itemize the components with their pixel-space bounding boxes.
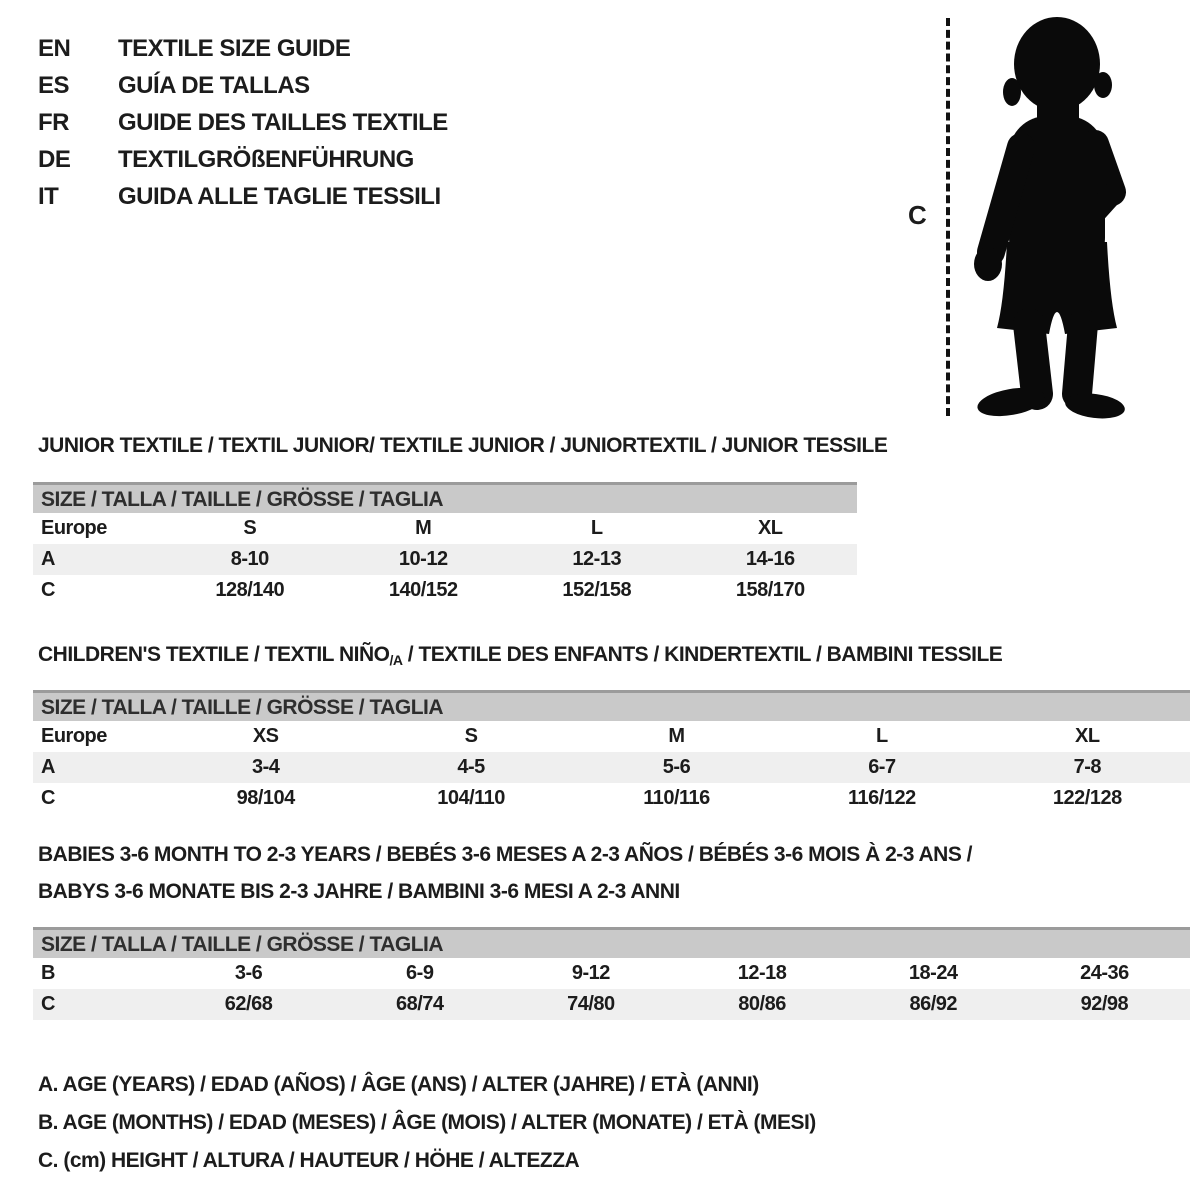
height-figure <box>900 0 1200 430</box>
babies-section-title-line2: BABYS 3-6 MONATE BIS 2-3 JAHRE / BAMBINI 3-6 MESI A 2-3 ANNI <box>38 880 680 903</box>
toddler-silhouette-icon <box>955 12 1155 422</box>
size-cell: 110/116 <box>643 787 710 809</box>
table-row <box>33 783 1190 814</box>
language-row-it <box>38 178 448 215</box>
row-label: C <box>41 993 55 1015</box>
row-label: Europe <box>41 725 107 747</box>
size-cell: 6-7 <box>868 756 896 778</box>
babies-section-title-line1: BABIES 3-6 MONTH TO 2-3 YEARS / BEBÉS 3-6 MESES A 2-3 AÑOS / BÉBÉS 3-6 MOIS À 2-3 ANS / <box>38 843 973 866</box>
size-cell: L <box>590 517 603 539</box>
size-cell: 3-6 <box>234 962 263 984</box>
language-title: GUIDA ALLE TAGLIE TESSILI <box>118 182 441 210</box>
size-cell: 12-13 <box>572 548 622 570</box>
size-cell: 12-18 <box>737 962 787 984</box>
table-row <box>33 544 857 575</box>
language-code: EN <box>38 34 71 62</box>
children-title-rest: / TEXTILE DES ENFANTS / KINDERTEXTIL / BAMBINI TESSILE <box>402 643 1003 666</box>
size-cell: 74/80 <box>567 993 615 1015</box>
language-code: FR <box>38 108 69 136</box>
size-cell: 6-9 <box>406 962 434 984</box>
language-row-fr <box>38 104 448 141</box>
babies-size-table <box>33 927 1190 1020</box>
size-cell: S <box>243 517 257 539</box>
table-row <box>33 958 1190 989</box>
size-cell: 14-16 <box>745 548 795 570</box>
size-cell: 18-24 <box>908 962 958 984</box>
footnotes <box>38 1066 816 1180</box>
size-cell: 116/122 <box>848 787 916 809</box>
language-title: TEXTILE SIZE GUIDE <box>118 34 351 62</box>
size-cell: 4-5 <box>457 756 485 778</box>
size-cell: 122/128 <box>1052 787 1122 809</box>
language-title: GUIDE DES TAILLES TEXTILE <box>118 108 448 136</box>
size-cell: 140/152 <box>388 579 458 601</box>
size-cell: 24-36 <box>1080 962 1129 984</box>
language-list <box>38 30 448 215</box>
size-cell: 104/110 <box>437 787 505 809</box>
language-title: TEXTILGRÖßENFÜHRUNG <box>118 145 414 173</box>
size-cell: L <box>876 725 888 747</box>
size-cell: 152/158 <box>562 579 632 601</box>
language-code: IT <box>38 182 59 210</box>
table-row <box>33 752 1190 783</box>
row-label: A <box>41 756 55 778</box>
junior-size-header-bar: SIZE / TALLA / TAILLE / GRÖSSE / TAGLIA <box>33 482 857 513</box>
size-cell: XS <box>252 725 279 747</box>
footnote-b: B. AGE (MONTHS) / EDAD (MESES) / ÂGE (MOIS) / ALTER (MONATE) / ETÀ (MESI) <box>38 1111 816 1134</box>
language-row-en <box>38 30 448 67</box>
children-size-header-bar: SIZE / TALLA / TAILLE / GRÖSSE / TAGLIA <box>33 690 1190 721</box>
language-code: DE <box>38 145 71 173</box>
size-cell: M <box>415 517 432 539</box>
size-cell: 7-8 <box>1073 756 1101 778</box>
height-dashed-line <box>946 18 950 416</box>
size-cell: 128/140 <box>215 579 285 601</box>
junior-size-table <box>33 482 857 606</box>
language-title: GUÍA DE TALLAS <box>118 71 310 99</box>
size-cell: 80/86 <box>738 993 786 1015</box>
size-cell: XL <box>757 517 783 539</box>
row-label: C <box>41 787 55 809</box>
row-label: Europe <box>41 517 107 539</box>
babies-size-header-bar: SIZE / TALLA / TAILLE / GRÖSSE / TAGLIA <box>33 927 1190 958</box>
size-cell: 10-12 <box>398 548 448 570</box>
size-cell: 68/74 <box>395 993 444 1015</box>
measure-c-label: C <box>908 200 927 230</box>
table-row <box>33 575 857 606</box>
size-cell: 158/170 <box>735 579 805 601</box>
language-row-es <box>38 67 448 104</box>
size-cell: 9-12 <box>571 962 610 984</box>
size-cell: 98/104 <box>236 787 295 809</box>
footnote-a: A. AGE (YEARS) / EDAD (AÑOS) / ÂGE (ANS) / ALTER (JAHRE) / ETÀ (ANNI) <box>38 1073 759 1096</box>
table-row <box>33 989 1190 1020</box>
row-label: C <box>41 579 55 601</box>
children-size-table <box>33 690 1190 814</box>
size-cell: M <box>668 725 685 747</box>
children-title-main: CHILDREN'S TEXTILE / TEXTIL NIÑO <box>38 643 390 666</box>
footnote-c: C. (cm) HEIGHT / ALTURA / HAUTEUR / HÖHE / ALTEZZA <box>38 1149 580 1172</box>
size-cell: 86/92 <box>909 993 958 1015</box>
language-row-de <box>38 141 448 178</box>
size-cell: 62/68 <box>224 993 273 1015</box>
size-cell: 8-10 <box>230 548 269 570</box>
table-row <box>33 721 1190 752</box>
size-cell: 92/98 <box>1080 993 1129 1015</box>
children-title-sub: /A <box>389 652 403 668</box>
size-cell: S <box>464 725 478 747</box>
children-section-title <box>38 643 1002 668</box>
junior-section-title: JUNIOR TEXTILE / TEXTIL JUNIOR/ TEXTILE JUNIOR / JUNIORTEXTIL / JUNIOR TESSILE <box>38 434 888 457</box>
table-row <box>33 513 857 544</box>
size-cell: 3-4 <box>251 756 280 778</box>
size-cell: XL <box>1075 725 1100 747</box>
row-label: B <box>41 962 55 984</box>
language-code: ES <box>38 71 70 99</box>
size-cell: 5-6 <box>662 756 691 778</box>
row-label: A <box>41 548 55 570</box>
